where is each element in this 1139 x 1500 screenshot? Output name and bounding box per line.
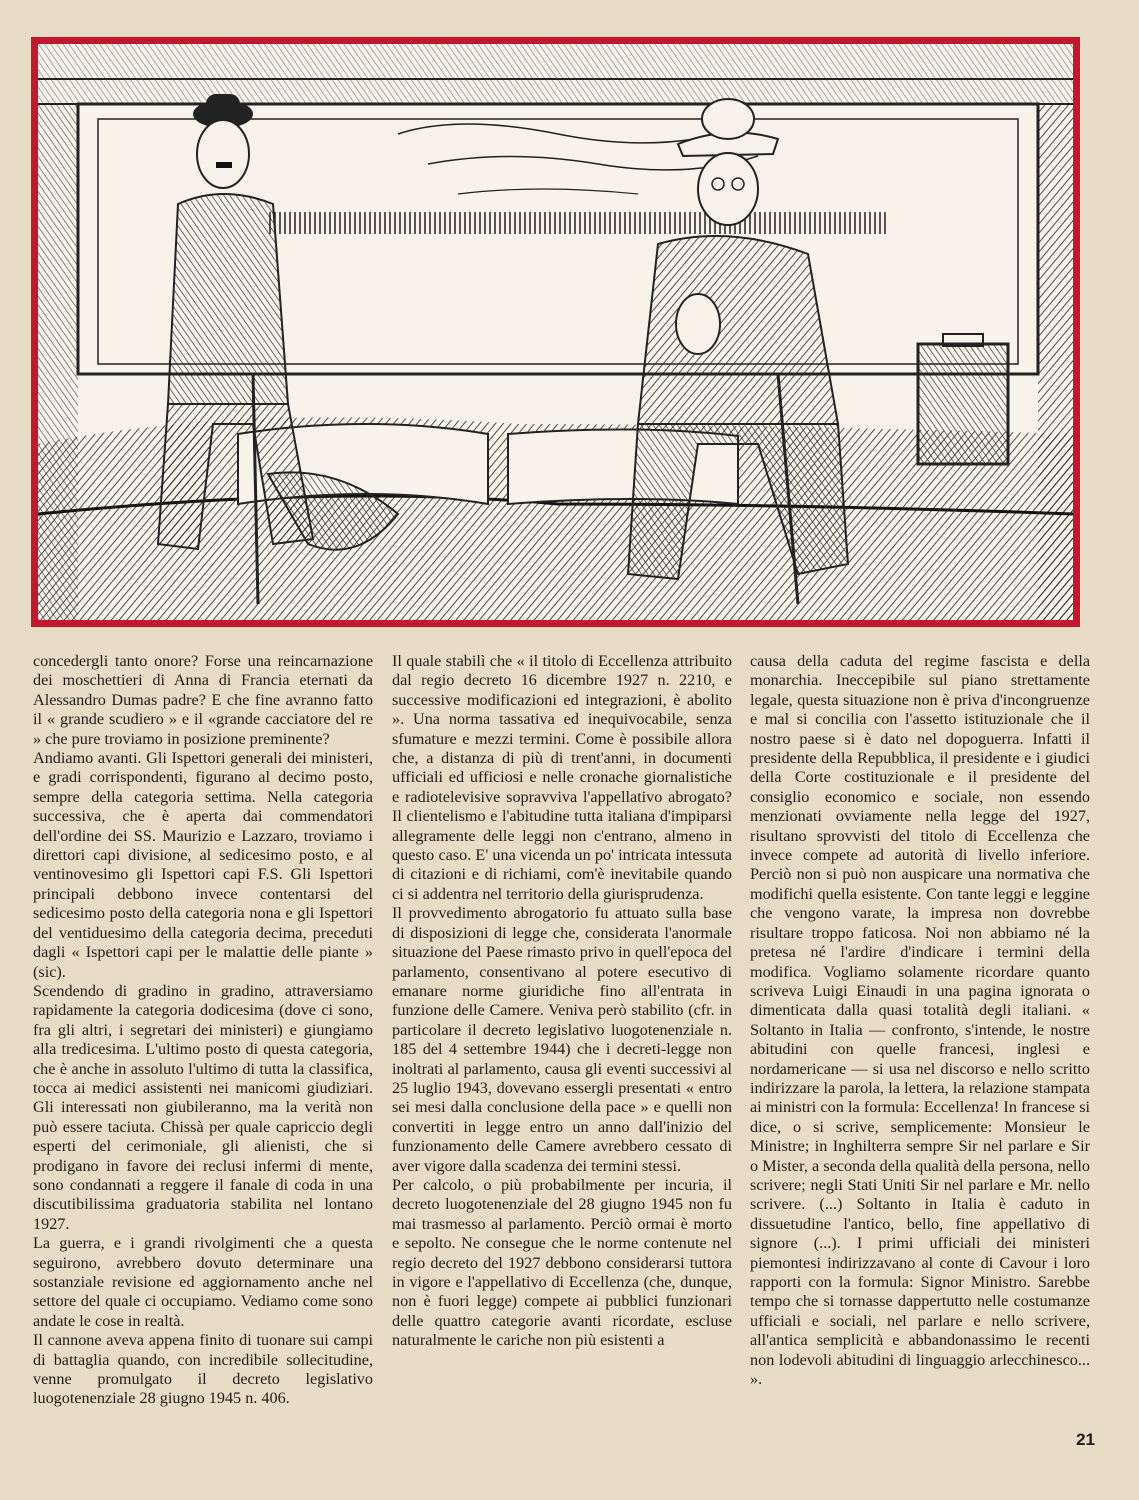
paragraph: Il quale stabilì che « il titolo di Eccellenza attribuito dal regio decreto 16 dicembre 1927 n. 2210, e successive modificazioni ed integrazioni, è abolito ». Una norma tassativa ed inequivocabile, senza sfumature e mezzi termini. Come è possibile allora che, a distanza di più di trent'anni, in documenti ufficiali ed ufficiosi e nelle cronache giornalistiche e radiotelevisive sopravviva l'appellativo abrogato? Il clientelismo e l'abitudine tutta italiana d'impiparsi allegramente delle leggi non c'entrano, almeno in questo caso. E' una vicenda un po' intricata intessuta di citazioni e di richiami, com'è inevitabile quando ci si addentra nel territorio della giurisprudenza. bbox=[392, 652, 732, 903]
paragraph: Andiamo avanti. Gli Ispettori generali dei ministeri, e gradi corrispondenti, figurano al decimo posto, sempre della categoria settima. Nella categoria successiva, che è aperta dai commendatori dell'ordine dei SS. Maurizio e Lazzaro, troviamo i direttori capi divisione, al sedicesimo posto, e al ventinovesimo gli Ispettori capi F.S. Gli Ispettori principali debbono invece contentarsi del sedicesimo posto della categoria nona e gli Ispettori del ventiduesimo della categoria decima, preceduti dagli « Ispettori capi per le malattie delle piante » (sic). bbox=[33, 749, 373, 981]
paragraph: Il provvedimento abrogatorio fu attuato sulla base di disposizioni di legge che, considerata l'anormale situazione del Paese rimasto privo in quell'epoca del parlamento, consentivano al potere esecutivo di emanare norme giuridiche fino all'entrata in funzione delle Camere. Veniva però stabilito (cfr. in particolare il decreto legislativo luogotenenziale n. 185 del 4 settembre 1944) che i decreti-legge non inoltrati al parlamento, causa gli eventi successivi al 25 luglio 1943, dovevano essergli presentati « entro sei mesi dalla conclusione della pace » e quelli non convertiti in legge entro un anno dall'inizio del funzionamento delle Camere avrebbero cessato di aver vigore dalla scadenza dei termini stessi. bbox=[392, 904, 732, 1175]
paragraph: Il cannone aveva appena finito di tuonare sui campi di battaglia quando, con incredibile sollecitudine, venne promulgato il decreto legislativo luogotenenziale 28 giugno 1945 n. 406. bbox=[33, 1331, 373, 1408]
cartoon-illustration bbox=[38, 44, 1073, 620]
illustration-frame bbox=[31, 37, 1080, 627]
paragraph: Scendendo di gradino in gradino, attraversiamo rapidamente la categoria dodicesima (dove ci sono, fra gli altri, i segretari dei ministeri) e giungiamo alla tredicesima. L'ultimo posto di questa categoria, che è anche in assoluto l'ultimo di tutta la classifica, tocca ai medici assistenti nei manicomi giudiziari. Gli interessati non giubileranno, ma la verità non può essere taciuta. Chissà per quale capriccio degli esperti del cerimoniale, gli alienisti, che si prodigano in favore dei reclusi infermi di mente, sono condannati a reggere il fanale di coda in una discutibilissima graduatoria stabilita nel lontano 1927. bbox=[33, 981, 373, 1233]
paragraph: causa della caduta del regime fascista e della monarchia. Ineccepibile sul piano strettamente legale, questa situazione non è priva d'incongruenze e mal si concilia con l'assetto istituzionale che il nostro paese si è dato nel dopoguerra. Infatti il presidente della Repubblica, il presidente e i giudici della Corte costituzionale e il presidente del consiglio economico e sociale, non essendo menzionati ovviamente nella legge del 1927, risultano sprovvisti del titolo di Eccellenza che invece compete ad autorità di livello inferiore. Perciò non si può non auspicare una normativa che modifichi quella esistente. Con tante leggi e leggine che vengono varate, la impresa non dovrebbe risultare troppo faticosa. Noi non abbiamo né la pretesa né l'ardire d'indicare i termini della modifica. Vogliamo solamente ricordare quanto scriveva Luigi Einaudi in una pagina ignorata o dimenticata dalla quasi totalità degli italiani. « Soltanto in Italia — confronto, s'intende, le nostre abitudini con quelle francesi, inglesi e nordamericane — si usa nel discorso e nello scritto indirizzare la parola, la lettera, la relazione stampata ai ministri con la formula: Eccellenza! In francese si dice, o si scrive, semplicemente: Monsieur le Ministre; in Inghilterra sempre Sir nel parlare e Sir o Mister, a seconda della qualità della persona, nello scrivere; negli Stati Uniti Sir nel parlare e Mr. nello scrivere. (...) Soltanto in Italia è caduto in dissuetudine l'antico, bello, fine appellativo di signore (...). I primi ufficiali dei ministeri piemontesi indirizzavano al conte di Cavour i loro rapporti con la formula: Signor Ministro. Sarebbe tempo che si tornasse dappertutto nelle costumanze ufficiali e sociali, nel parlare e nello scrivere, all'antica semplicità e abbandonassimo le recenti non lodevoli abitudini di linguaggio arlecchinesco... ». bbox=[750, 652, 1090, 1389]
paragraph: La guerra, e i grandi rivolgimenti che a questa seguirono, avrebbero dovuto determinare una sostanziale revisione ed aggiornamento anche nel settore del quale ci occupiamo. Vediamo come sono andate le cose in realtà. bbox=[33, 1234, 373, 1330]
paragraph: concedergli tanto onore? Forse una reincarnazione dei moschettieri di Anna di Francia eternati da Alessandro Dumas padre? E che fine avranno fatto il « grande scudiero » e il «grande cacciatore del re » che pure troviamo in posizione preminente? bbox=[33, 652, 373, 748]
text-column-1 bbox=[33, 652, 373, 1409]
text-column-3 bbox=[750, 652, 1090, 1389]
text-column-2 bbox=[392, 652, 732, 1351]
page-number: 21 bbox=[1076, 1430, 1095, 1449]
paragraph: Per calcolo, o più probabilmente per incuria, il decreto luogotenenziale del 28 giugno 1945 non fu mai trasmesso al parlamento. Perciò ormai è morto e sepolto. Ne consegue che le norme contenute nel regio decreto del 1927 debbono considerarsi tuttora in vigore e l'appellativo di Eccellenza (che, dunque, non è fuori legge) compete ai pubblici funzionari delle quattro categorie avanti ricordate, escluse naturalmente le cariche non più esistenti a bbox=[392, 1175, 732, 1350]
